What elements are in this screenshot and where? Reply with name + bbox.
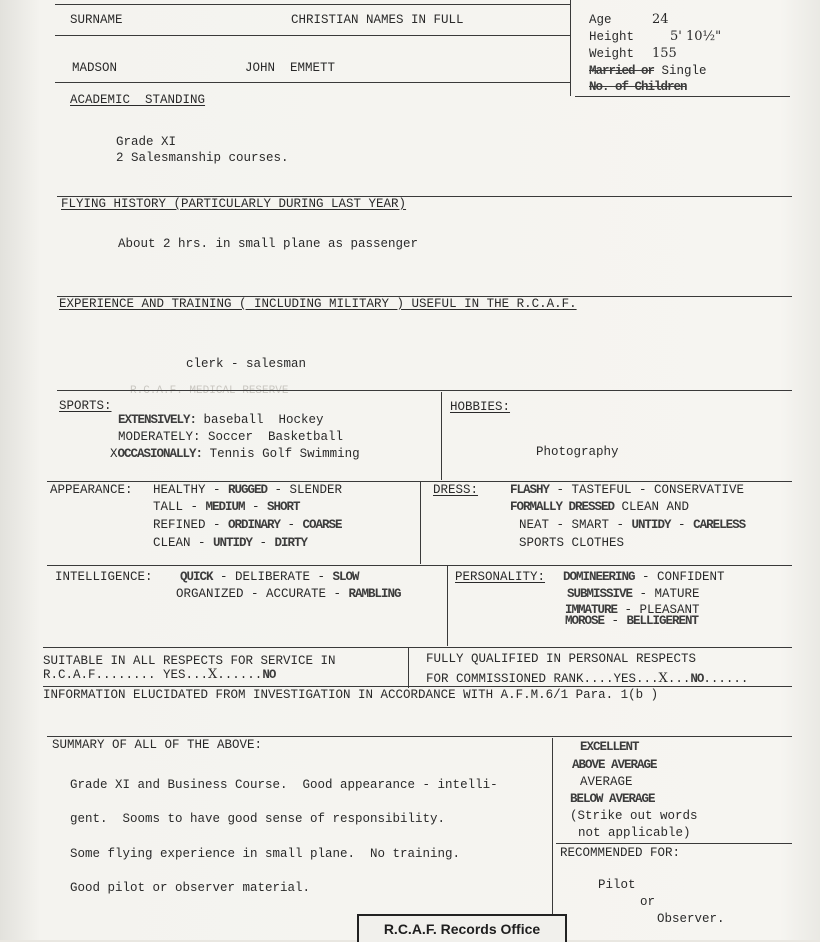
rule	[55, 82, 570, 83]
strike-note-2: not applicable)	[578, 826, 691, 840]
rule	[47, 736, 792, 737]
christian-names-label: CHRISTIAN NAMES IN FULL	[291, 13, 464, 27]
rating-average: AVERAGE	[580, 775, 633, 789]
rule	[556, 843, 792, 844]
commission-dots: ...	[667, 672, 691, 686]
summary-line3: Some flying experience in small plane. No training.	[70, 847, 461, 861]
marital-struck: Married or	[589, 64, 655, 78]
dress-neat: NEAT - SMART -	[519, 518, 632, 532]
rule	[420, 482, 421, 564]
bleed-through-text: R.C.A.F. MEDICAL RESERVE	[130, 385, 289, 397]
flying-text: About 2 hrs. in small plane as passenger	[118, 237, 419, 251]
dress-clean-and: CLEAN AND	[614, 500, 690, 514]
personality-submissive-struck: SUBMISSIVE	[567, 587, 633, 601]
rule	[441, 392, 442, 480]
sports-occasional-struck: OCCASIONALLY:	[117, 447, 203, 461]
rule	[57, 390, 792, 391]
dress-careless-struck: CARELESS	[693, 518, 746, 532]
height-value: 5' 10½"	[670, 29, 722, 44]
recommended-pilot: Pilot	[598, 878, 636, 892]
appearance-clean: CLEAN -	[153, 536, 214, 550]
personality-immature-struck: IMMATURE	[565, 603, 618, 617]
intelligence-quick-struck: QUICK	[180, 570, 213, 584]
appearance-slender: - SLENDER	[267, 483, 343, 497]
dress-sep: -	[670, 518, 694, 532]
sports-moderate-label: MODERATELY:	[118, 430, 201, 444]
appearance-label: APPEARANCE:	[50, 483, 133, 497]
personality-label: PERSONALITY:	[455, 570, 546, 584]
summary-line4: Good pilot or observer material.	[70, 881, 311, 895]
suitable-dots: ......	[217, 668, 263, 682]
dress-tasteful: - TASTEFUL - CONSERVATIVE	[549, 483, 745, 497]
personality-confident: - CONFIDENT	[634, 570, 725, 584]
academic-line1: Grade XI	[116, 135, 177, 149]
rating-above-average-struck: ABOVE AVERAGE	[572, 758, 657, 772]
rating-below-average-struck: BELOW AVERAGE	[570, 792, 655, 806]
appearance-sep: -	[280, 518, 303, 532]
dress-flashy-struck: FLASHY	[510, 483, 550, 497]
appearance-short-struck: SHORT	[267, 500, 300, 514]
commission-rank: FOR COMMISSIONED RANK....YES...	[426, 672, 659, 686]
rule	[55, 4, 570, 5]
commission-yes-mark: X	[658, 671, 668, 686]
suitable-no-struck: NO	[262, 668, 276, 682]
suitable-line1: SUITABLE IN ALL RESPECTS FOR SERVICE IN	[43, 654, 336, 668]
strike-note-1: (Strike out words	[570, 809, 698, 823]
personality-pleasant: - PLEASANT	[617, 603, 700, 617]
dress-formal-struck: FORMALLY DRESSED	[510, 500, 615, 514]
hobbies-title: HOBBIES:	[450, 400, 511, 414]
rule	[47, 565, 792, 566]
suitable-yes-mark: X	[208, 667, 218, 682]
personality-mature: - MATURE	[632, 587, 700, 601]
recommended-observer: Observer.	[657, 912, 725, 926]
commission-no-struck: NO	[690, 672, 704, 686]
hobbies-value: Photography	[536, 445, 619, 459]
surname-value: MADSON	[72, 61, 118, 75]
recommended-label: RECOMMENDED FOR:	[560, 846, 681, 860]
appearance-coarse-struck: COARSE	[302, 518, 342, 532]
sports-occasional-value: Tennis Golf Swimming	[209, 447, 360, 461]
information-line: INFORMATION ELUCIDATED FROM INVESTIGATION IN ACCORDANCE WITH A.F.M.6/1 Para. 1(b )	[43, 688, 659, 702]
sports-extensive-struck: EXTENSIVELY:	[118, 413, 197, 427]
recommended-or: or	[640, 895, 656, 909]
personality-belligerent-struck: BELLIGERENT	[626, 614, 699, 628]
intelligence-slow-struck: SLOW	[332, 570, 359, 584]
dress-label: DRESS:	[433, 483, 479, 497]
academic-title: ACADEMIC STANDING	[70, 93, 206, 107]
appearance-medium-struck: MEDIUM	[205, 500, 245, 514]
sports-occasional-mark: X	[110, 447, 118, 461]
commission-dots-end: ......	[703, 672, 749, 686]
sports-extensive-value: baseball Hockey	[203, 413, 324, 427]
rule	[55, 35, 570, 36]
age-value: 24	[652, 12, 669, 27]
rule	[552, 738, 553, 940]
rule	[43, 647, 792, 648]
appearance-sep: -	[252, 536, 275, 550]
appearance-tall: TALL -	[153, 500, 206, 514]
intelligence-organized: ORGANIZED - ACCURATE -	[176, 587, 349, 601]
appearance-refined: REFINED -	[153, 518, 229, 532]
rule	[408, 648, 409, 688]
personality-domineering-struck: DOMINEERING	[563, 570, 635, 584]
summary-line2: gent. Sooms to have good sense of responsibility.	[70, 812, 446, 826]
rule	[43, 686, 792, 687]
appearance-rugged-struck: RUGGED	[228, 483, 268, 497]
personality-sep: -	[604, 614, 627, 628]
flying-title: FLYING HISTORY (PARTICULARLY DURING LAST YEAR)	[61, 197, 407, 211]
children-struck: No. of Children	[589, 80, 687, 94]
sports-title: SPORTS:	[59, 399, 112, 413]
experience-text: clerk - salesman	[186, 357, 307, 371]
academic-line2: 2 Salesmanship courses.	[116, 151, 289, 165]
age-label: Age	[589, 13, 612, 27]
appearance-dirty-struck: DIRTY	[274, 536, 308, 550]
appearance-healthy: HEALTHY -	[153, 483, 229, 497]
surname-label: SURNAME	[70, 13, 123, 27]
weight-label: Weight	[589, 47, 635, 61]
experience-title: EXPERIENCE AND TRAINING ( INCLUDING MILITARY ) USEFUL IN THE R.C.A.F.	[59, 297, 577, 311]
dress-untidy-struck: UNTIDY	[631, 518, 671, 532]
dress-sports-clothes: SPORTS CLOTHES	[519, 536, 625, 550]
rule	[447, 566, 448, 646]
intelligence-rambling-struck: RAMBLING	[348, 587, 401, 601]
weight-value: 155	[652, 46, 677, 61]
height-label: Height	[589, 30, 635, 44]
christian-names-value: JOHN EMMETT	[245, 61, 336, 75]
rating-excellent-struck: EXCELLENT	[580, 740, 639, 754]
records-office-stamp: R.C.A.F. Records Office	[357, 914, 567, 942]
appearance-untidy-struck: UNTIDY	[213, 536, 253, 550]
intelligence-label: INTELLIGENCE:	[55, 570, 153, 584]
sports-moderate-value: Soccer Basketball	[208, 430, 344, 444]
marital-value: Single	[661, 64, 707, 78]
rule	[575, 96, 790, 97]
appearance-ordinary-struck: ORDINARY	[228, 518, 281, 532]
summary-title: SUMMARY OF ALL OF THE ABOVE:	[52, 738, 263, 752]
commission-line1: FULLY QUALIFIED IN PERSONAL RESPECTS	[426, 652, 697, 666]
summary-line1: Grade XI and Business Course. Good appearance - intelli-	[70, 778, 498, 792]
appearance-sep: -	[244, 500, 268, 514]
personality-morose-struck: MOROSE	[565, 614, 605, 628]
suitable-rcaf: R.C.A.F........ YES...	[43, 668, 209, 682]
rule	[570, 0, 571, 96]
intelligence-deliberate: - DELIBERATE -	[212, 570, 333, 584]
